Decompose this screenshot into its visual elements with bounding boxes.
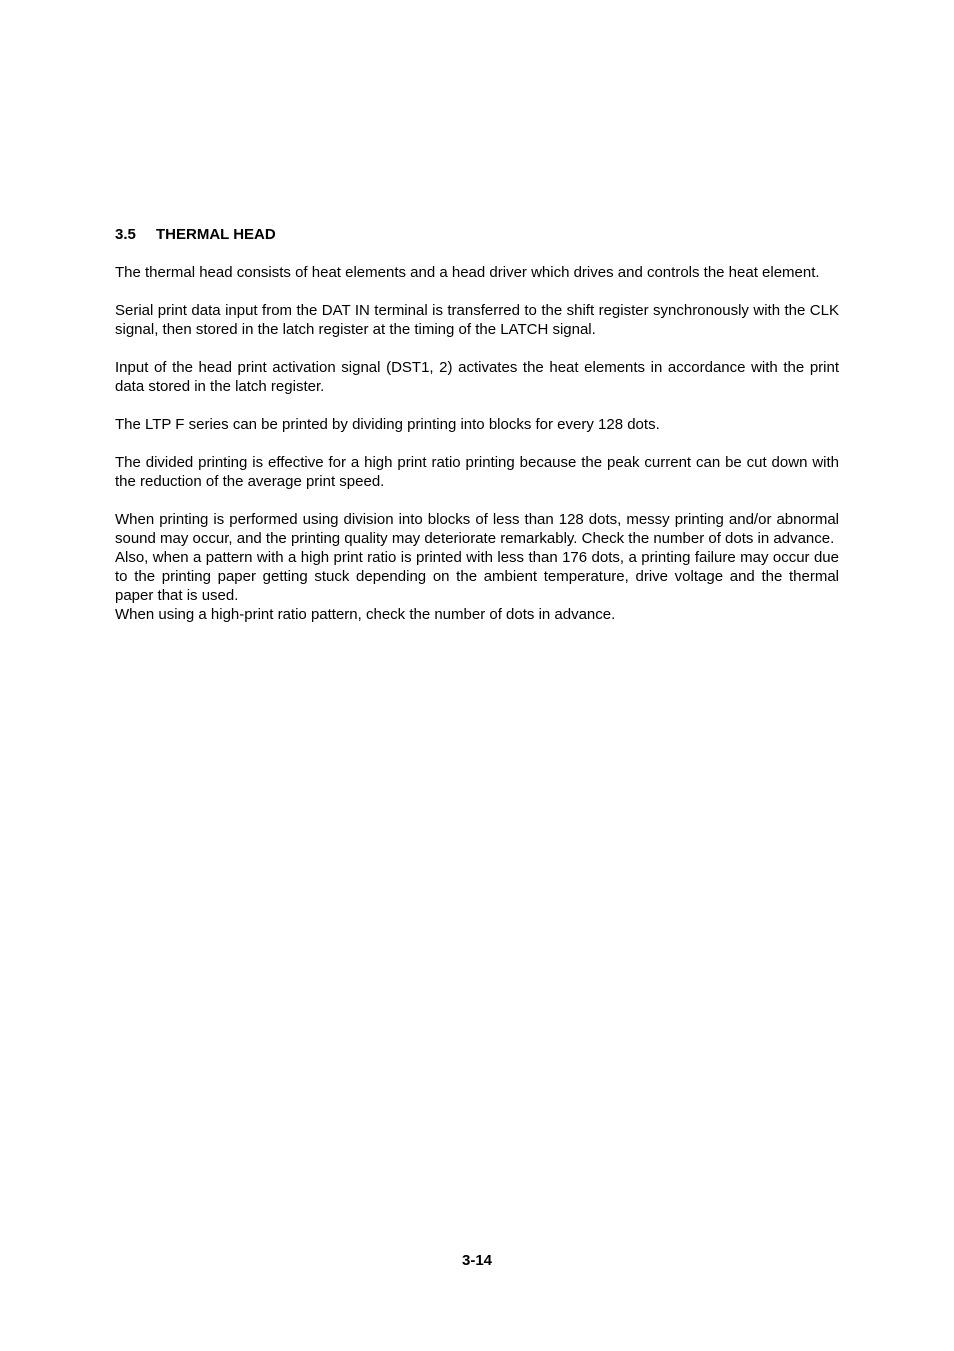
paragraph-block-division: The LTP F series can be printed by dividing printing into blocks for every 128 dots. bbox=[115, 416, 660, 433]
paragraph-activation: Input of the head print activation signal (DST1, 2) activates the heat elements in accordance with the print data stored in the latch register. bbox=[115, 359, 839, 395]
paragraph-intro: The thermal head consists of heat elements and a head driver which drives and controls the heat element. bbox=[115, 264, 820, 281]
section-heading bbox=[115, 225, 839, 244]
page-number: 3-14 bbox=[461, 1252, 493, 1269]
paragraph-warning-paper: Also, when a pattern with a high print ratio is printed with less than 176 dots, a printing failure may occur due to the printing paper getting stuck depending on the ambient temperature, drive voltage and the thermal paper that is used. bbox=[115, 549, 839, 604]
section-title: THERMAL HEAD bbox=[156, 226, 276, 243]
paragraph-divided-printing: The divided printing is effective for a high print ratio printing because the peak current can be cut down with the reduction of the average print speed. bbox=[115, 454, 839, 490]
paragraph-serial-data: Serial print data input from the DAT IN terminal is transferred to the shift register synchronously with the CLK signal, then stored in the latch register at the timing of the LATCH signal. bbox=[115, 302, 839, 338]
paragraph-check-dots: When using a high-print ratio pattern, check the number of dots in advance. bbox=[115, 606, 616, 623]
page-content bbox=[115, 225, 839, 624]
paragraph-warning-blocks: When printing is performed using division into blocks of less than 128 dots, messy printing and/or abnormal sound may occur, and the printing quality may deteriorate remarkably. Check the number of dots in advance. bbox=[115, 511, 839, 547]
section-number: 3.5 bbox=[115, 226, 136, 243]
